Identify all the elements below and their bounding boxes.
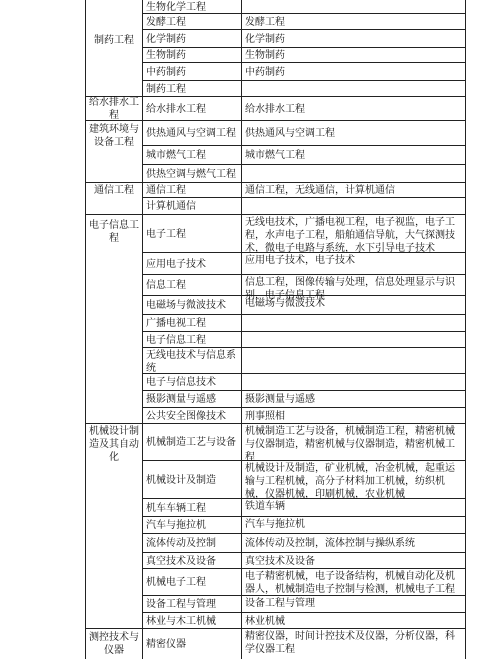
table-cell-mapping bbox=[242, 81, 465, 96]
table-cell-major: 机械设计及制造 bbox=[146, 474, 216, 486]
table-cell-major: 电子信息工程 bbox=[146, 334, 206, 346]
table-cell-mapping bbox=[242, 332, 465, 347]
table-cell-major: 电子工程 bbox=[146, 228, 186, 240]
table-cell-mapping: 发酵工程 bbox=[245, 16, 285, 28]
table-cell-mapping: 无线电技术，广播电视工程，电子视监，电子工程，水声电子工程，船舶通信导航，大气探测技术，微电子电路与系统，水下引导电子技术 bbox=[245, 217, 455, 254]
table-cell-mapping: 给水排水工程 bbox=[245, 103, 305, 115]
table-cell-major: 城市燃气工程 bbox=[146, 150, 206, 161]
table-cell-mapping: 设备工程与管理 bbox=[245, 598, 315, 609]
table-cell-mapping: 汽车与拖拉机 bbox=[245, 519, 305, 530]
table-cell-major: 供热通风与空调工程 bbox=[146, 128, 236, 139]
table-cell-major: 汽车与拖拉机 bbox=[146, 520, 206, 531]
table-cell-mapping bbox=[242, 0, 465, 13]
category-water-supply-drainage: 给水排水工程 bbox=[89, 96, 139, 121]
table-cell-major: 中药制药 bbox=[146, 66, 186, 78]
table-border-right bbox=[465, 0, 466, 659]
table-cell-major: 机械电子工程 bbox=[146, 577, 206, 588]
table-cell-mapping: 刑事照相 bbox=[245, 410, 285, 422]
table-cell-major: 生物化学工程 bbox=[146, 2, 206, 13]
table-cell-major: 生物制药 bbox=[146, 50, 186, 61]
category-building-environment: 建筑环境与设备工程 bbox=[89, 124, 139, 148]
table-cell-mapping: 精密仪器，时间计控技术及仪器，分析仪器，科学仪器工程 bbox=[245, 631, 455, 655]
table-cell-major: 设备工程与管理 bbox=[146, 599, 216, 610]
table-cell-major: 无线电技术与信息系统 bbox=[146, 350, 236, 374]
table-cell-mapping: 真空技术及设备 bbox=[245, 555, 315, 567]
table-cell-major: 林业与木工机械 bbox=[146, 615, 216, 627]
table-cell-major: 制药工程 bbox=[146, 83, 186, 95]
table-cell-mapping: 电子精密机械，电子设备结构，机械自动化及机器人，机械制造电子控制与检测，机械电子工程 bbox=[245, 571, 455, 595]
table-cell-major: 发酵工程 bbox=[146, 16, 186, 28]
table-cell-major: 计算机通信 bbox=[146, 201, 196, 212]
table-cell-major: 电磁场与微波技术 bbox=[146, 300, 226, 311]
table-cell-major: 供热空调与燃气工程 bbox=[146, 168, 236, 180]
table-cell-mapping: 铁道车辆 bbox=[245, 501, 285, 512]
table-cell-mapping: 信息工程，图像传输与处理，信息处理显示与识别，电子信息工程 bbox=[245, 277, 455, 301]
table-cell-major: 电子与信息技术 bbox=[146, 377, 216, 388]
table-cell-major: 公共安全图像技术 bbox=[146, 410, 226, 422]
table-cell-mapping: 流体传动及控制，流体控制与操纵系统 bbox=[245, 538, 415, 549]
table-cell-mapping: 化学制药 bbox=[245, 33, 285, 45]
table-cell-major: 通信工程 bbox=[146, 185, 186, 196]
table-cell-major: 真空技术及设备 bbox=[146, 555, 216, 567]
table-cell-mapping bbox=[242, 374, 465, 390]
table-cell-major: 机车车辆工程 bbox=[146, 502, 206, 514]
table-cell-mapping: 中药制药 bbox=[245, 66, 285, 78]
table-cell-major: 广播电视工程 bbox=[146, 318, 206, 329]
table-cell-mapping bbox=[242, 315, 465, 331]
table-cell-mapping: 电磁场与微波技术 bbox=[245, 298, 325, 309]
table-cell-mapping: 摄影测量与遥感 bbox=[245, 394, 315, 405]
category-communication-engineering: 通信工程 bbox=[94, 184, 134, 196]
table-cell-mapping bbox=[242, 348, 465, 373]
table-cell-mapping: 通信工程，无线通信，计算机通信 bbox=[245, 185, 395, 196]
category-electronic-information-engineering: 电子信息工程 bbox=[89, 220, 139, 244]
table-cell-major: 流体传动及控制 bbox=[146, 538, 216, 549]
category-pharmaceutical-engineering: 制药工程 bbox=[94, 34, 134, 46]
table-cell-mapping bbox=[242, 165, 465, 182]
table-cell-major: 应用电子技术 bbox=[146, 258, 206, 270]
table-cell-mapping: 供热通风与空调工程 bbox=[245, 128, 335, 139]
table-cell-mapping bbox=[242, 198, 465, 214]
table-cell-mapping: 林业机械 bbox=[245, 615, 285, 627]
table-cell-mapping: 应用电子技术，电子技术 bbox=[245, 255, 355, 266]
table-cell-mapping: 机械设计及制造，矿业机械，冶金机械，起重运输与工程机械，高分子材料加工机械，纺织机械，仪器机械，印刷机械，农业机械 bbox=[245, 463, 455, 500]
table-cell-major: 化学制药 bbox=[146, 33, 186, 45]
table-cell-major: 给水排水工程 bbox=[146, 103, 206, 115]
table-cell-mapping: 机械制造工艺与设备，机械制造工程，精密机械与仪器制造，精密机械与仪器制造，精密机械工程 bbox=[245, 426, 455, 463]
category-measurement-control-instruments: 测控技术与仪器 bbox=[89, 632, 139, 656]
table-cell-mapping: 生物制药 bbox=[245, 50, 285, 61]
table-cell-mapping: 城市燃气工程 bbox=[245, 150, 305, 161]
category-mechanical-design-automation: 机械设计制造及其自动化 bbox=[89, 425, 139, 463]
table-cell-major: 信息工程 bbox=[146, 280, 186, 291]
table-cell-major: 机械制造工艺与设备 bbox=[146, 437, 236, 448]
table-cell-major: 摄影测量与遥感 bbox=[146, 394, 216, 405]
table-cell-major: 精密仪器 bbox=[146, 639, 186, 650]
